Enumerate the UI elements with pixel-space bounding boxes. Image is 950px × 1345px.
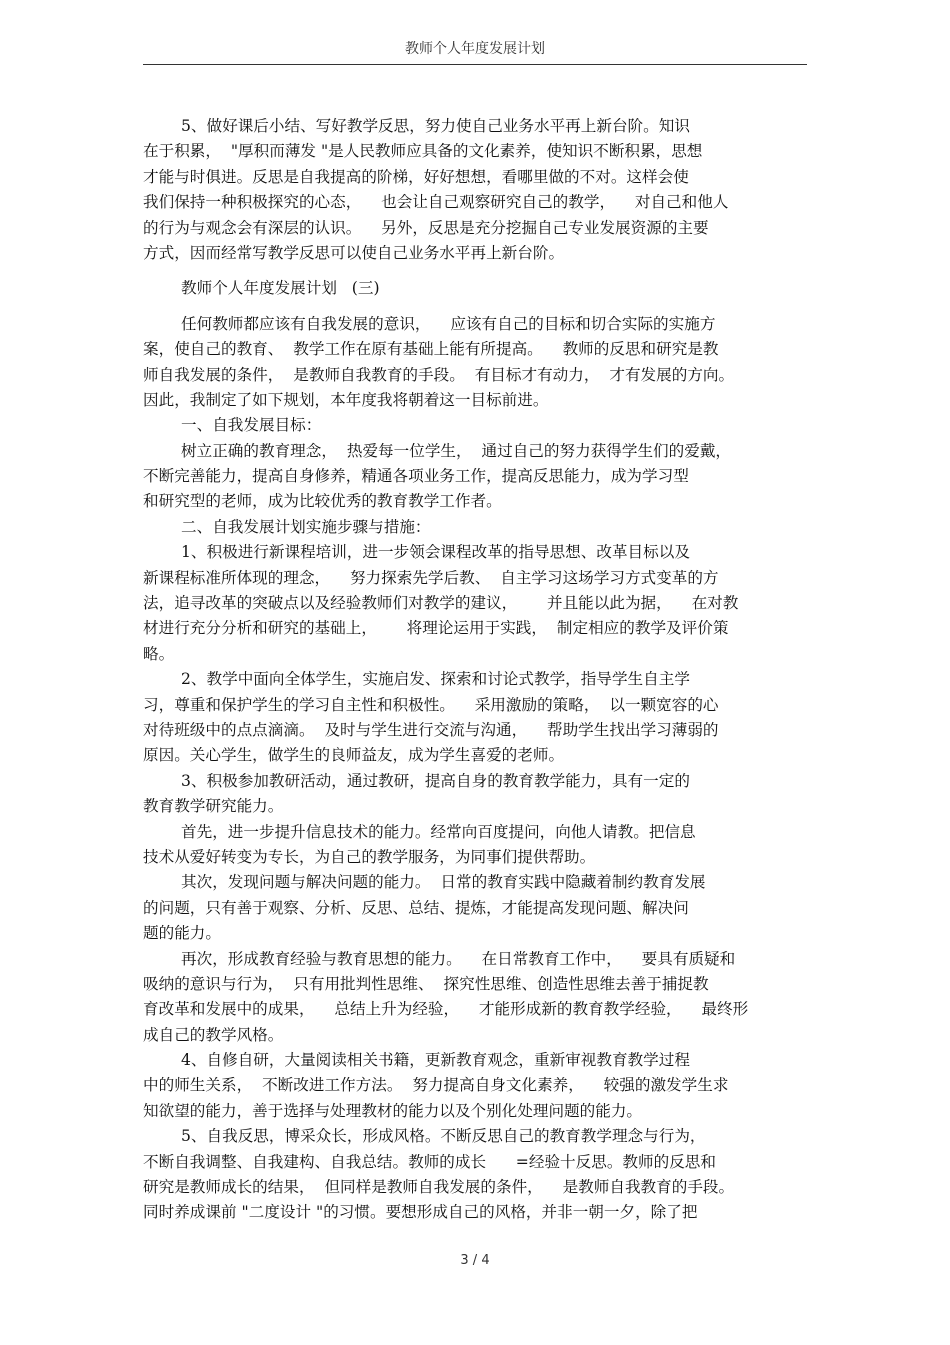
text-line: 教师个人年度发展计划 (三) — [181, 279, 380, 298]
page-header — [143, 36, 807, 65]
text-line: 不断自我调整、自我建构、自我总结。教师的成长 =经验十反思。教师的反思和 — [143, 1152, 716, 1171]
text-line: 方式，因而经常写教学反思可以使自己业务水平再上新台阶。 — [143, 243, 565, 262]
text-line: 题的能力。 — [143, 924, 221, 943]
text-line: 中的师生关系， 不断改进工作方法。 努力提高自身文化素养， 较强的激发学生求 — [143, 1076, 729, 1095]
text-line: 其次，发现问题与解决问题的能力。 日常的教育实践中隐藏着制约教育发展 — [181, 873, 706, 892]
text-line: 5、做好课后小结、写好教学反思，努力使自己业务水平再上新台阶。知识 — [181, 117, 690, 135]
text-line: 3、积极参加教研活动，通过教研，提高自身的教育教学能力，具有一定的 — [181, 771, 690, 790]
text-line: 案，使自己的教育、 教学工作在原有基础上能有所提高。 教师的反思和研究是教 — [143, 340, 719, 359]
text-line: 对待班级中的点点滴滴。 及时与学生进行交流与沟通， 帮助学生找出学习薄弱的 — [143, 720, 719, 739]
text-line: 在于积累， "厚积而薄发 "是人民教师应具备的文化素养，使知识不断积累，思想 — [143, 142, 703, 161]
text-line: 师自我发展的条件， 是教师自我教育的手段。 有目标才有动力， 才有发展的方向。 — [143, 365, 735, 384]
text-line: 5、自我反思，博采众长，形成风格。不断反思自己的教育教学理念与行为， — [181, 1127, 706, 1146]
document-title: 教师个人年度发展计划 — [405, 41, 545, 57]
text-line: 和研究型的老师，成为比较优秀的教育教学工作者。 — [143, 492, 502, 511]
document-body — [143, 114, 807, 1226]
text-line: 的问题，只有善于观察、分析、反思、总结、提炼，才能提高发现问题、解决问 — [143, 898, 689, 917]
text-line: 法，追寻改革的突破点以及经验教师们对教学的建议， 并且能以此为据， 在对教 — [143, 594, 739, 613]
text-line: 的行为与观念会有深层的认识。 另外，反思是充分挖掘自己专业发展资源的主要 — [143, 218, 709, 237]
page-number: 3 / 4 — [460, 1253, 490, 1268]
text-line: 树立正确的教育理念， 热爱每一位学生， 通过自己的努力获得学生们的爱戴， — [181, 441, 732, 460]
text-line: 原因。关心学生，做学生的良师益友，成为学生喜爱的老师。 — [143, 746, 565, 765]
text-line: 育改革和发展中的成果， 总结上升为经验， 才能形成新的教育教学经验， 最终形 — [143, 1000, 749, 1019]
text-line: 吸纳的意识与行为， 只有用批判性思维、 探究性思维、创造性思维去善于捕捉教 — [143, 974, 709, 993]
text-line: 再次，形成教育经验与教育思想的能力。 在日常教育工作中， 要具有质疑和 — [181, 949, 736, 968]
text-line: 不断完善能力，提高自身修养，精通各项业务工作，提高反思能力，成为学习型 — [143, 467, 689, 486]
text-line: 2、教学中面向全体学生，实施启发、探索和讨论式教学，指导学生自主学 — [181, 670, 690, 689]
text-line: 首先，进一步提升信息技术的能力。经常向百度提问，向他人请教。把信息 — [181, 822, 696, 841]
text-line: 知欲望的能力，善于选择与处理教材的能力以及个别化处理问题的能力。 — [143, 1101, 643, 1120]
text-line: 一、自我发展目标： — [181, 416, 322, 435]
text-line: 技术从爱好转变为专长，为自己的教学服务，为同事们提供帮助。 — [143, 847, 596, 866]
text-line: 新课程标准所体现的理念， 努力探索先学后教、 自主学习这场学习方式变革的方 — [143, 568, 719, 587]
text-line: 因此，我制定了如下规划，本年度我将朝着这一目标前进。 — [143, 390, 549, 409]
text-line: 习，尊重和保护学生的学习自主性和积极性。 采用激励的策略， 以一颗宽容的心 — [143, 695, 719, 714]
text-line: 略。 — [143, 644, 175, 663]
text-line: 教育教学研究能力。 — [143, 797, 284, 816]
text-line: 同时养成课前 "二度设计 "的习惯。要想形成自己的风格，并非一朝一夕，除了把 — [143, 1203, 698, 1222]
text-line: 我们保持一种积极探究的心态， 也会让自己观察研究自己的教学， 对自己和他人 — [143, 193, 729, 212]
text-line: 材进行充分分析和研究的基础上， 将理论运用于实践， 制定相应的教学及评价策 — [143, 619, 729, 638]
text-line: 二、自我发展计划实施步骤与措施： — [181, 517, 431, 536]
text-line: 4、自修自研，大量阅读相关书籍，更新教育观念，重新审视教育教学过程 — [181, 1051, 690, 1070]
text-line: 任何教师都应该有自我发展的意识， 应该有自己的目标和切合实际的实施方 — [181, 314, 716, 333]
text-line: 1、积极进行新课程培训，进一步领会课程改革的指导思想、改革目标以及 — [181, 543, 690, 562]
text-line: 才能与时俱进。反思是自我提高的阶梯，好好想想，看哪里做的不对。这样会使 — [143, 167, 689, 186]
text-line: 研究是教师成长的结果， 但同样是教师自我发展的条件， 是教师自我教育的手段。 — [143, 1178, 735, 1197]
text-line: 成自己的教学风格。 — [143, 1025, 284, 1044]
